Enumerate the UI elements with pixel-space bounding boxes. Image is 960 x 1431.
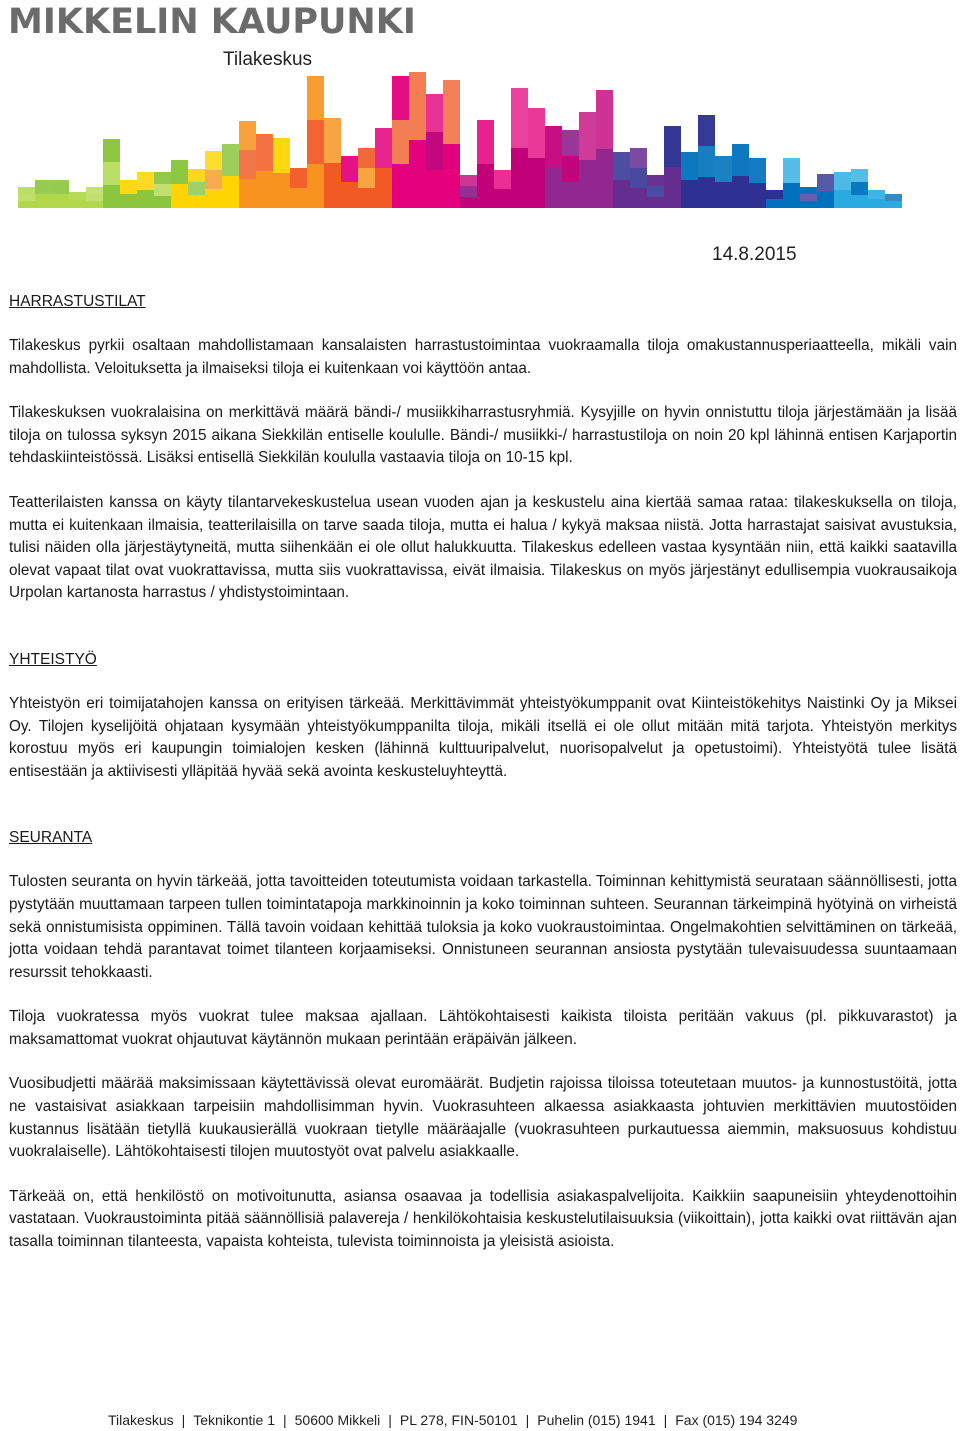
banner-block (681, 152, 698, 180)
colorful-banner-graphic (18, 60, 902, 208)
banner-block (477, 164, 494, 208)
banner-block (103, 185, 120, 208)
banner-block (834, 172, 851, 190)
banner-block (171, 184, 188, 208)
section-heading: HARRASTUSTILAT (9, 293, 146, 310)
paragraph: Tilakeskus pyrkii osaltaan mahdollistamaan kansalaisten harrastustoimintaa vuokraamalla tiloja omakustannusperiaatteella, mikäli vain mahdollista. Veloituksetta ja ilmaiseksi tiloja ei kuitenkaan voi käyttöön antaa. (9, 337, 957, 377)
banner-block (698, 115, 715, 146)
banner-block (562, 156, 579, 182)
paragraph: Tulosten seuranta on hyvin tärkeää, jotta tavoitteiden toteutumista voidaan tarkastella. Toiminnan kehittymistä seurataan säännöllisesti, jotta pystytään muuttamaan tarpeen tullen toimintatapoja markkinoinnin ja koko toiminnan suhteen. Seurannan tärkeimpinä hyötyinä on virheistä sekä onnistumisista oppiminen. Tällä tavoin voidaan kehittää tuloksia ja koko vuokraustoimintaa. Ongelmakohtien selvittäminen on tärkeää, jotta voidaan tehdä parantavat toimet tilanteen korjaamiseksi. Onnistuneen seurannan ansiosta pystytään tulevaisuudessa suuntaamaan resurssit tehokkaasti. (9, 873, 957, 981)
banner-block (596, 149, 613, 208)
banner-block (443, 144, 460, 208)
banner-block (579, 160, 596, 208)
banner-block (579, 112, 596, 160)
footer-separator: | (181, 1412, 186, 1428)
paragraph: Teatterilaisten kanssa on käyty tilantarvekeskustelua usean vuoden ajan ja keskustelu aina kiertää samaa rataa: tilakeskuksella on tiloja, mutta ei kuitenkaan ilmaisia, teatterilaisilla on tarve saada tiloja, mutta ei halua / kykyä maksaa niistä. Jotta harrastajat saisivat avustuksia, tulisi näiden olla järjestäytyneitä, mutta siihenkään ei ole ollut halukkuutta. Tilakeskus edelleen vastaa kysyntään niin, että kaikki saatavilla olevat vapaat tilat ovat vuokrattavissa, mutta siis vuokrattavissa, eivät ilmaisia. Tilakeskus on myös järjestänyt edullisempia vuokrausaikoja Urpolan kartanosta harrastus / yhdistystoimintaan. (9, 493, 957, 602)
banner-block (460, 175, 477, 186)
banner-block (800, 201, 817, 208)
footer-fax: Fax (015) 194 3249 (675, 1412, 798, 1428)
footer-pobox: PL 278, FIN-50101 (399, 1412, 518, 1428)
banner-block (341, 156, 358, 182)
banner-block (188, 182, 205, 195)
banner-block (834, 190, 851, 208)
banner-block (715, 156, 732, 182)
banner-block (851, 169, 868, 182)
banner-block (273, 138, 290, 173)
banner-block (562, 182, 579, 208)
banner-block (358, 148, 375, 168)
banner-block (290, 168, 307, 188)
banner-block (239, 150, 256, 179)
banner-block (358, 188, 375, 208)
banner-block (426, 132, 443, 170)
banner-block (766, 190, 783, 199)
banner-block (664, 167, 681, 208)
department-name: Tilakeskus (223, 49, 313, 70)
banner-block (18, 201, 35, 208)
banner-block (698, 177, 715, 208)
banner-block (392, 164, 409, 208)
banner-block (749, 158, 766, 183)
banner-block (35, 180, 52, 194)
banner-block (103, 162, 120, 185)
section-heading: YHTEISTYÖ (9, 650, 97, 668)
banner-block (545, 126, 562, 167)
banner-block (137, 172, 154, 190)
banner-block (256, 171, 273, 208)
banner-block (307, 164, 324, 208)
banner-block (392, 76, 409, 120)
banner-block (426, 94, 443, 132)
footer-separator: | (282, 1412, 287, 1428)
banner-block (732, 176, 749, 208)
banner-block (630, 168, 647, 188)
banner-block (851, 195, 868, 208)
banner-block (868, 190, 885, 199)
banner-block (86, 194, 103, 201)
banner-block (817, 174, 834, 191)
banner-block (205, 189, 222, 208)
banner-block (154, 184, 171, 196)
banner-block (409, 140, 426, 208)
banner-block (188, 169, 205, 182)
banner-block (800, 194, 817, 201)
footer-org: Tilakeskus (108, 1412, 174, 1428)
banner-block (494, 170, 511, 189)
banner-block (528, 108, 545, 158)
footer-separator: | (388, 1412, 392, 1428)
section-heading: SEURANTA (9, 829, 93, 847)
banner-block (596, 90, 613, 149)
banner-block (664, 126, 681, 167)
banner-block (324, 118, 341, 163)
banner-block (239, 121, 256, 150)
banner-block (630, 188, 647, 208)
footer-postcode: 50600 Mikkeli (294, 1412, 381, 1428)
banner-block (545, 167, 562, 208)
document-date: 14.8.2015 (712, 244, 797, 265)
banner-block (494, 189, 511, 208)
banner-block (375, 128, 392, 168)
banner-block (715, 182, 732, 208)
banner-block (528, 158, 545, 208)
banner-block (511, 148, 528, 208)
banner-block (154, 172, 171, 184)
banner-block (647, 197, 664, 208)
banner-block (18, 187, 35, 194)
banner-block (18, 194, 35, 201)
banner-block (103, 139, 120, 162)
banner-block (69, 192, 86, 200)
banner-block (171, 160, 188, 184)
banner-block (392, 120, 409, 164)
paragraph: Yhteistyön eri toimijatahojen kanssa on erityisen tärkeää. Merkittävimmät yhteistyökumppanit ovat Kiinteistökehitys Naistinki Oy ja Miksei Oy. Tilojen kyselijöitä ohjataan kysymään yhteistyökumppanilta tiloja, mikäli itsellä ei ole ollut mitään mitä tarjota. Yhteistyön merkitys korostuu myös eri kaupungin toimialojen kesken (lähinnä kulttuuripalvelut, nuorisopalvelut ja opetustoimi). Yhteistyötä tulee lisätä entisestään ja aktiivisesti ylläpitää hyvää sekä avointa keskusteluyhteyttä. (9, 694, 957, 780)
footer-separator: | (663, 1412, 668, 1428)
banner-block (477, 120, 494, 164)
banner-block (256, 134, 273, 171)
footer-street: Teknikontie 1 (193, 1412, 275, 1428)
banner-block (120, 194, 137, 208)
banner-block (732, 144, 749, 176)
banner-block (69, 200, 86, 208)
banner-block (681, 180, 698, 208)
banner-block (86, 201, 103, 208)
document-body (9, 291, 957, 1254)
paragraph: Tärkeää on, että henkilöstö on motivoitunutta, asiansa osaavaa ja todellisia asiakaspalvelijoita. Kaikkiin saapuneisiin yhteydenottoihin vastataan. Vuokraustoiminta pitää säännöllisiä palavereja / henkilökohtaisia keskustelutilaisuuksia (viikoittain), jotta kaikki ovat riittävän ajan tasalla toiminnan tilanteesta, vapaista kohteista, tulevista toiminnoista ja yleisistä asioista. (9, 1187, 957, 1251)
banner-block (205, 170, 222, 189)
banner-block (222, 144, 239, 176)
banner-block (885, 201, 902, 208)
banner-block (800, 187, 817, 194)
banner-block (52, 180, 69, 194)
banner-block (562, 130, 579, 156)
paragraph: Tilakeskuksen vuokralaisina on merkittävä määrä bändi-/ musiikkiharrastusryhmiä. Kysyjille on hyvin onnistuttu tiloja järjestämään ja lisää tiloja on tulossa syksyn 2015 aikana Siekkilän entiselle koululle. Bändi-/ musiikki-/ harrastustiloja on noin 20 kpl lähinnä entisen Karjaportin tehdaskiinteistössä. Lisäksi entisellä Siekkilän koululla vastaavia tiloja on 10-15 kpl. (9, 404, 957, 467)
banner-block (783, 183, 800, 208)
banner-block (630, 148, 647, 168)
banner-block (766, 199, 783, 208)
banner-block (358, 168, 375, 188)
banner-block (239, 179, 256, 208)
paragraph: Vuosibudjetti määrää maksimissaan käytettävissä olevat euromäärät. Budjetin rajoissa tiloissa toteutetaan muutos- ja kunnostustöitä, jotta ne vastaisivat asiakkaan tarpeisiin mahdollisimman hyvin. Vuokrasuhteen alkaessa asiakkaasta johtuvien merkittävien muutostöiden kustannus lisätään tietyllä kuukausierällä vuokraan tietylle määräajalle (vuokrasuhteen purkautuessa aiemmin, maksuosuus kohdistuu vuokralaiselle). Lähtökohtaisesti tilojen muutostyöt ovat palvelu asiakkaalle. (9, 1075, 957, 1161)
banner-block (443, 80, 460, 144)
banner-block (375, 168, 392, 208)
banner-block (86, 187, 103, 194)
banner-block (783, 158, 800, 183)
banner-block (324, 163, 341, 208)
banner-block (188, 195, 205, 208)
banner-block (154, 196, 171, 208)
banner-block (868, 199, 885, 208)
banner-block (222, 176, 239, 208)
banner-block (460, 186, 477, 197)
banner-block (817, 191, 834, 208)
banner-block (851, 182, 868, 195)
banner-block (698, 146, 715, 177)
banner-block (307, 76, 324, 120)
banner-block (290, 188, 307, 208)
section-yhteistyo (9, 649, 957, 783)
section-harrastustilat (9, 291, 957, 605)
banner-block (511, 88, 528, 148)
banner-block (426, 170, 443, 208)
section-seuranta (9, 827, 957, 1253)
city-logo: MIKKELIN KAUPUNKI (8, 2, 416, 42)
page-footer (108, 1411, 797, 1429)
footer-phone: Puhelin (015) 1941 (537, 1412, 656, 1428)
footer-separator: | (525, 1412, 530, 1428)
banner-block (749, 183, 766, 208)
banner-block (52, 194, 69, 208)
banner-block (273, 173, 290, 208)
banner-block (341, 182, 358, 208)
banner-block (613, 180, 630, 208)
banner-block (205, 151, 222, 170)
paragraph: Tiloja vuokratessa myös vuokrat tulee maksaa ajallaan. Lähtökohtaisesti kaikista tiloista peritään vakuus (pl. pikkuvarastot) ja maksamattomat vuokrat ohjautuvat käytännön mukaan perintään eräpäivän jälkeen. (9, 1008, 957, 1048)
banner-block (460, 197, 477, 208)
banner-block (120, 180, 137, 194)
banner-block (409, 72, 426, 140)
banner-block (647, 175, 664, 186)
banner-block (613, 152, 630, 180)
banner-block (307, 120, 324, 164)
banner-block (885, 194, 902, 201)
banner-block (137, 190, 154, 208)
banner-block (35, 194, 52, 208)
banner-block (647, 186, 664, 197)
